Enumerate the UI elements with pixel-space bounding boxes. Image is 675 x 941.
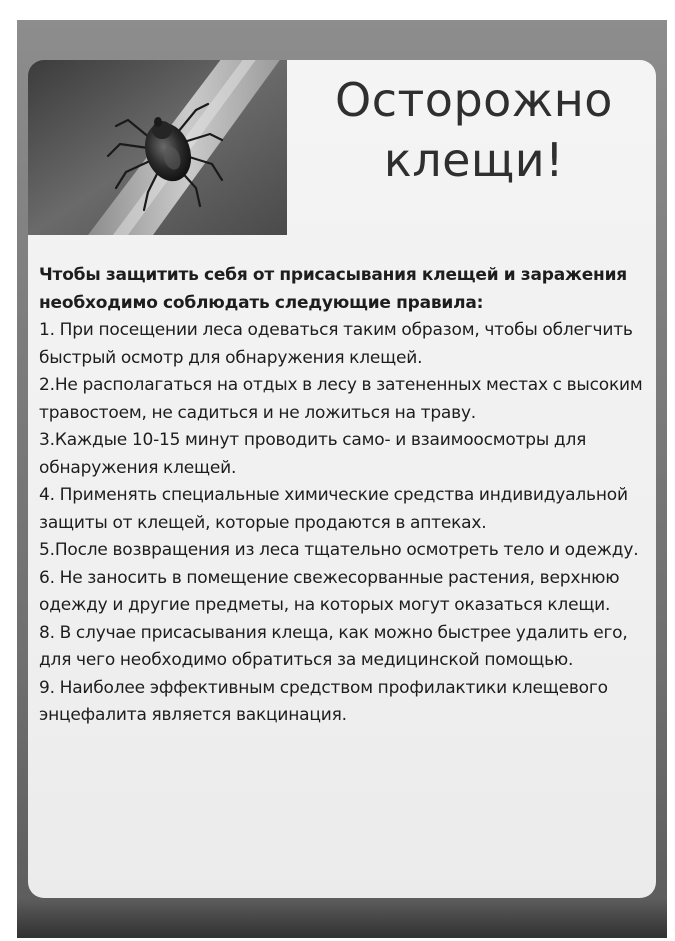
- rule-item: 8. В случае присасывания клеща, как можно быстрее удалить его, для чего необходимо обратиться за медицинской помощью.: [39, 622, 628, 670]
- page-title: [296, 70, 652, 190]
- rule-item: 3.Каждые 10-15 минут проводить само- и взаимоосмотры для обнаружения клещей.: [39, 430, 587, 478]
- tick-photo: [28, 60, 287, 235]
- rule-item: 6. Не заносить в помещение свежесорванные растения, верхнюю одежду и другие предметы, на которых могут оказаться клещи.: [39, 567, 620, 615]
- frame-bottom-shadow: [17, 898, 667, 938]
- title-line-2: клещи!: [383, 133, 565, 187]
- tick-icon: [28, 60, 287, 235]
- rule-item: 1. При посещении леса одеваться таким образом, чтобы облегчить быстрый осмотр для обнаружения клещей.: [39, 320, 633, 368]
- rule-item: 5.После возвращения из леса тщательно осмотреть тело и одежду.: [39, 540, 639, 560]
- title-line-1: Осторожно: [335, 73, 613, 127]
- rule-item: 9. Наиболее эффективным средством профилактики клещевого энцефалита является вакцинация.: [39, 677, 608, 725]
- rules-text: [39, 262, 653, 730]
- rule-item: 2.Не располагаться на отдых в лесу в затененных местах с высоким травостоем, не садиться и не ложиться на траву.: [39, 375, 643, 423]
- poster-frame: [17, 20, 667, 938]
- poster-panel: [28, 60, 656, 898]
- intro-paragraph: Чтобы защитить себя от присасывания клещей и заражения необходимо соблюдать следующие правила:: [39, 265, 627, 313]
- rule-item: 4. Применять специальные химические средства индивидуальной защиты от клещей, которые продаются в аптеках.: [39, 485, 628, 533]
